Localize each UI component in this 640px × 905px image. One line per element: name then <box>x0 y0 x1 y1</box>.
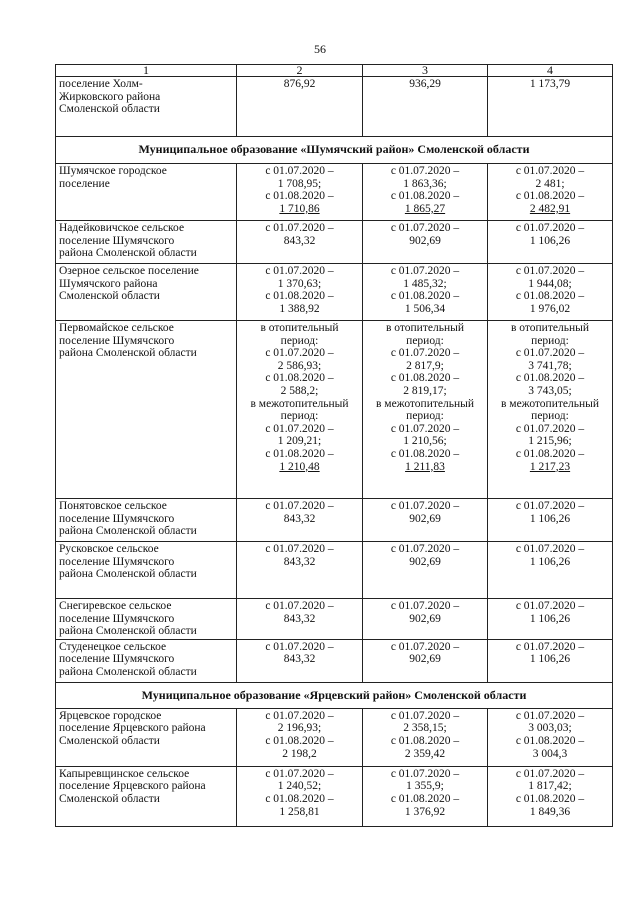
tariff-line: 2 358,15; <box>403 722 447 735</box>
tariff-line: период: <box>406 334 444 347</box>
tariff-col4-cell <box>488 499 613 542</box>
column-number-row <box>56 65 613 77</box>
tariff-line: 1 863,36; <box>403 177 447 190</box>
tariff-line: с 01.07.2020 – <box>515 265 585 277</box>
settlement-name-line: Смоленской области <box>59 792 160 805</box>
tariff-line: с 01.07.2020 – <box>515 600 585 612</box>
tariff-line: с 01.07.2020 – <box>390 600 460 612</box>
tariff-line: 1 106,26 <box>529 555 571 568</box>
settlement-name-cell <box>56 639 237 682</box>
tariff-line: 3 743,05; <box>528 384 572 397</box>
settlement-name-line: Снегиревское сельское <box>59 600 172 612</box>
settlement-name-line: Шумячское городское <box>59 165 167 177</box>
tariff-line: 902,69 <box>409 234 441 247</box>
tariff-line: с 01.07.2020 – <box>515 422 585 435</box>
tariff-line: 2 819,17; <box>403 384 447 397</box>
tariff-line: 2 586,93; <box>277 359 322 372</box>
tariff-col2-cell <box>237 708 363 766</box>
tariff-line: период: <box>406 410 444 423</box>
settlement-name-cell <box>56 599 237 640</box>
tariff-line: 1 240,52; <box>277 780 322 793</box>
settlement-name-line: поселение Ярцевского района <box>59 722 206 735</box>
tariff-line: 1 708,95; <box>277 177 322 190</box>
tariff-line: с 01.08.2020 – <box>265 290 334 303</box>
settlement-name-line: Первомайское сельское <box>59 322 174 334</box>
tariff-col2-cell <box>237 766 363 826</box>
tariff-line: 843,32 <box>283 555 316 568</box>
tariff-line: 1 506,34 <box>404 302 446 315</box>
settlement-row <box>56 221 613 264</box>
column-number-3: 3 <box>363 65 488 77</box>
tariff-line: в отопительный <box>386 322 464 334</box>
tariff-line: 1 209,21; <box>277 435 322 448</box>
settlement-name-line: района Смоленской области <box>59 347 197 360</box>
tariff-col3-cell <box>363 77 488 137</box>
tariff-line: с 01.07.2020 – <box>515 222 585 234</box>
tariff-line: 1 210,56; <box>403 435 447 448</box>
tariff-line: 843,32 <box>283 512 316 525</box>
settlement-row <box>56 639 613 682</box>
tariff-line: с 01.07.2020 – <box>390 709 460 722</box>
tariff-line: с 01.07.2020 – <box>265 347 334 360</box>
tariff-line: с 01.07.2020 – <box>265 265 334 277</box>
tariff-col4-cell <box>488 599 613 640</box>
tariff-line: 902,69 <box>409 612 441 625</box>
tariff-line: с 01.07.2020 – <box>515 640 585 653</box>
tariff-line: период: <box>280 334 319 347</box>
tariff-line: с 01.07.2020 – <box>515 767 585 780</box>
settlement-row <box>56 766 613 826</box>
settlement-name-line: Озерное сельское поселение <box>59 265 199 277</box>
tariff-line: с 01.08.2020 – <box>515 290 585 303</box>
page-number: 56 <box>314 42 326 56</box>
tariff-line: с 01.08.2020 – <box>390 734 460 747</box>
tariff-line: с 01.08.2020 – <box>390 447 460 460</box>
tariff-col3-cell <box>363 164 488 221</box>
settlement-name-line: поселение Шумячского <box>59 334 175 347</box>
tariff-line: 1 370,63; <box>277 277 322 290</box>
tariff-line: 1 106,26 <box>529 612 571 625</box>
tariff-line: 1 210,48 <box>279 460 320 473</box>
tariff-line: с 01.07.2020 – <box>515 709 585 722</box>
tariff-line: 1 355,9; <box>406 780 444 793</box>
tariff-line: с 01.07.2020 – <box>265 165 334 177</box>
tariff-line: 1 106,26 <box>529 512 571 525</box>
settlement-name-cell <box>56 542 237 599</box>
settlement-name-cell <box>56 164 237 221</box>
settlement-row <box>56 499 613 542</box>
tariff-line: с 01.07.2020 – <box>515 500 585 512</box>
tariff-line: с 01.07.2020 – <box>390 222 460 234</box>
tariff-col3-cell <box>363 639 488 682</box>
settlement-name-line: Русковское сельское <box>59 543 159 555</box>
tariff-line: 876,92 <box>283 78 316 90</box>
tariff-col2-cell <box>237 321 363 499</box>
tariff-line: с 01.07.2020 – <box>515 543 585 555</box>
tariff-line: 902,69 <box>409 512 441 525</box>
tariff-line: с 01.07.2020 – <box>265 709 334 722</box>
settlement-name-line: поселение Ярцевского района <box>59 780 206 793</box>
tariff-line: 3 004,3 <box>532 747 568 760</box>
tariff-col3-cell <box>363 708 488 766</box>
tariff-line: 843,32 <box>283 234 316 247</box>
settlement-name-line: поселение Холм- <box>59 78 143 90</box>
settlement-row <box>56 321 613 499</box>
settlement-row <box>56 542 613 599</box>
tariff-line: с 01.07.2020 – <box>265 767 334 780</box>
settlement-name-line: района Смоленской области <box>59 665 197 678</box>
tariff-line: 2 359,42 <box>404 747 446 760</box>
tariff-line: с 01.07.2020 – <box>265 600 334 612</box>
tariff-line: 3 741,78; <box>528 359 572 372</box>
tariff-line: период: <box>531 410 569 423</box>
tariff-line: 2 198,2 <box>282 747 317 760</box>
settlement-name-line: Жирковского района <box>59 90 161 103</box>
settlement-row <box>56 599 613 640</box>
tariff-col4-cell <box>488 77 613 137</box>
tariff-col3-cell <box>363 221 488 264</box>
tariff-line: 936,29 <box>409 78 441 90</box>
tariff-line: с 01.07.2020 – <box>265 543 334 555</box>
settlement-name-line: Понятовское сельское <box>59 500 167 512</box>
tariff-line: 2 588,2; <box>280 384 319 397</box>
tariff-line: с 01.08.2020 – <box>265 372 334 385</box>
tariff-line: с 01.08.2020 – <box>265 190 334 203</box>
tariff-col3-cell <box>363 542 488 599</box>
tariff-line: 2 196,93; <box>277 722 322 735</box>
tariff-line: в отопительный <box>260 322 339 334</box>
settlement-name-line: поселение Шумячского <box>59 653 175 666</box>
tariff-line: 843,32 <box>283 653 316 666</box>
tariff-line: с 01.08.2020 – <box>265 792 334 805</box>
tariff-line: с 01.08.2020 – <box>390 372 460 385</box>
settlement-name-line: Смоленской области <box>59 103 160 116</box>
column-number-1: 1 <box>56 65 237 77</box>
tariff-line: 1 485,32; <box>403 277 447 290</box>
tariff-col4-cell <box>488 542 613 599</box>
tariff-line: с 01.08.2020 – <box>515 372 585 385</box>
tariff-col4-cell <box>488 321 613 499</box>
tariff-line: 1 258,81 <box>279 805 320 818</box>
tariff-line: с 01.08.2020 – <box>265 734 334 747</box>
tariff-line: с 01.07.2020 – <box>515 347 585 360</box>
settlement-name-cell <box>56 766 237 826</box>
tariff-line: 1 388,92 <box>279 302 320 315</box>
tariff-col2-cell <box>237 264 363 321</box>
tariff-line: с 01.08.2020 – <box>390 792 460 805</box>
tariff-col4-cell <box>488 164 613 221</box>
settlement-row <box>56 264 613 321</box>
tariff-table <box>55 64 613 827</box>
tariff-col3-cell <box>363 264 488 321</box>
settlement-name-line: Шумячского района <box>59 277 158 290</box>
tariff-line: с 01.07.2020 – <box>390 347 460 360</box>
tariff-col2-cell <box>237 221 363 264</box>
tariff-line: с 01.07.2020 – <box>265 640 334 653</box>
tariff-line: 1 849,36 <box>529 805 571 818</box>
section-title: Муниципальное образование «Ярцевский район» Смоленской области <box>56 682 613 708</box>
tariff-line: с 01.07.2020 – <box>390 165 460 177</box>
tariff-line: с 01.07.2020 – <box>390 265 460 277</box>
tariff-line: 2 817,9; <box>406 359 444 372</box>
tariff-line: 1 817,42; <box>528 780 572 793</box>
column-number-4: 4 <box>488 65 613 77</box>
tariff-line: 1 376,92 <box>404 805 446 818</box>
tariff-line: с 01.07.2020 – <box>390 500 460 512</box>
tariff-line: с 01.08.2020 – <box>390 190 460 203</box>
tariff-col3-cell <box>363 499 488 542</box>
tariff-line: в межотопительный <box>375 397 475 410</box>
tariff-line: 2 482,91 <box>529 202 571 215</box>
settlement-row <box>56 164 613 221</box>
settlement-name-cell <box>56 77 237 137</box>
tariff-line: с 01.07.2020 – <box>390 640 460 653</box>
tariff-col4-cell <box>488 766 613 826</box>
tariff-line: 1 106,26 <box>529 234 571 247</box>
settlement-name-line: района Смоленской области <box>59 247 197 260</box>
tariff-line: 902,69 <box>409 555 441 568</box>
settlement-row <box>56 708 613 766</box>
tariff-col3-cell <box>363 321 488 499</box>
tariff-col3-cell <box>363 599 488 640</box>
tariff-line: с 01.07.2020 – <box>265 500 334 512</box>
settlement-name-line: поселение Шумячского <box>59 555 175 568</box>
tariff-line: с 01.08.2020 – <box>515 734 585 747</box>
settlement-name-line: Капыревщинское сельское <box>59 767 190 780</box>
tariff-line: 1 106,26 <box>529 653 571 666</box>
tariff-line: 1 173,79 <box>529 78 571 90</box>
tariff-col4-cell <box>488 639 613 682</box>
tariff-line: с 01.07.2020 – <box>390 543 460 555</box>
tariff-line: 1 976,02 <box>529 302 571 315</box>
settlement-name-line: поселение Шумячского <box>59 512 175 525</box>
settlement-name-line: Студенецкое сельское <box>59 640 167 653</box>
tariff-col2-cell <box>237 599 363 640</box>
tariff-line: период: <box>280 410 319 423</box>
tariff-line: 902,69 <box>409 653 441 666</box>
tariff-line: с 01.07.2020 – <box>265 422 334 435</box>
settlement-name-line: района Смоленской области <box>59 625 197 638</box>
tariff-line: 1 217,23 <box>529 460 571 473</box>
settlement-name-line: Смоленской области <box>59 290 160 303</box>
settlement-name-cell <box>56 708 237 766</box>
settlement-name-line: района Смоленской области <box>59 568 197 581</box>
tariff-col3-cell <box>363 766 488 826</box>
settlement-name-line: района Смоленской области <box>59 525 197 538</box>
tariff-col4-cell <box>488 708 613 766</box>
tariff-col2-cell <box>237 499 363 542</box>
settlement-name-line: Ярцевское городское <box>59 709 162 722</box>
tariff-table-body <box>56 65 613 827</box>
settlement-name-line: поселение Шумячского <box>59 612 175 625</box>
tariff-line: 3 003,03; <box>528 722 572 735</box>
tariff-line: с 01.07.2020 – <box>265 222 334 234</box>
settlement-name-cell <box>56 499 237 542</box>
tariff-col4-cell <box>488 221 613 264</box>
tariff-col2-cell <box>237 542 363 599</box>
column-number-2: 2 <box>237 65 363 77</box>
tariff-line: с 01.08.2020 – <box>515 190 585 203</box>
tariff-line: с 01.07.2020 – <box>390 422 460 435</box>
tariff-line: 1 710,86 <box>279 202 320 215</box>
tariff-line: с 01.08.2020 – <box>515 792 585 805</box>
settlement-name-cell <box>56 321 237 499</box>
tariff-line: 1 865,27 <box>404 202 446 215</box>
settlement-name-line: Надейковичское сельское <box>59 222 185 234</box>
tariff-line: в отопительный <box>511 322 589 334</box>
tariff-line: 1 215,96; <box>528 435 572 448</box>
tariff-line: с 01.08.2020 – <box>515 447 585 460</box>
settlement-row <box>56 77 613 137</box>
tariff-line: в межотопительный <box>500 397 600 410</box>
section-title: Муниципальное образование «Шумячский район» Смоленской области <box>56 137 613 164</box>
tariff-line: период: <box>531 334 569 347</box>
tariff-line: с 01.08.2020 – <box>390 290 460 303</box>
settlement-name-line: поселение <box>59 177 110 190</box>
settlement-name-cell <box>56 264 237 321</box>
section-header-row <box>56 137 613 164</box>
settlement-name-line: поселение Шумячского <box>59 234 175 247</box>
tariff-col2-cell <box>237 77 363 137</box>
section-header-row <box>56 682 613 708</box>
tariff-line: 1 944,08; <box>528 277 572 290</box>
tariff-line: с 01.07.2020 – <box>515 165 585 177</box>
tariff-line: 2 481; <box>535 177 565 190</box>
settlement-name-line: Смоленской области <box>59 734 160 747</box>
tariff-col2-cell <box>237 639 363 682</box>
tariff-line: в межотопительный <box>250 397 349 410</box>
tariff-line: 843,32 <box>283 612 316 625</box>
tariff-line: с 01.08.2020 – <box>265 447 334 460</box>
tariff-line: 1 211,83 <box>405 460 445 473</box>
settlement-name-cell <box>56 221 237 264</box>
tariff-line: с 01.07.2020 – <box>390 767 460 780</box>
tariff-col4-cell <box>488 264 613 321</box>
tariff-col2-cell <box>237 164 363 221</box>
